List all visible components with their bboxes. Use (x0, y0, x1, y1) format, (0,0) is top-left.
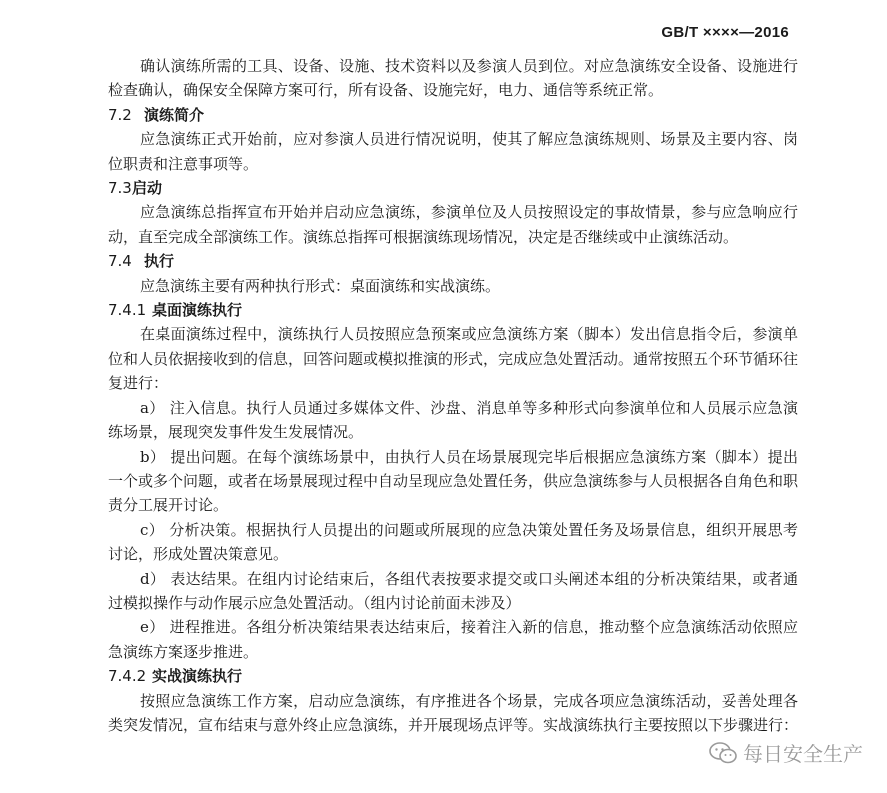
standard-number: GB/T ××××—2016 (661, 24, 789, 41)
section-title: 实战演练执行 (152, 667, 243, 686)
section-number: 7.4.1 (108, 301, 147, 320)
watermark (709, 738, 863, 767)
list-item-e: e） 进程推进。各组分析决策结果表达结束后，接着注入新的信息，推动整个应急演练活动依照应急演练方案逐步推进。 (108, 618, 798, 661)
list-item-a: a） 注入信息。执行人员通过多媒体文件、沙盘、消息单等多种形式向参演单位和人员展示应急演练场景，展现突发事件发生发展情况。 (108, 398, 798, 442)
section-number: 7.4 (108, 252, 132, 271)
list-item-c: c） 分析决策。根据执行人员提出的问题或所展现的应急决策处置任务及场景信息，组织开展思考讨论，形成处置决策意见。 (108, 520, 798, 564)
section-heading-7-3 (108, 176, 798, 200)
list-item-b: b） 提出问题。在每个演练场景中，由执行人员在场景展现完毕后根据应急演练方案（脚本）提出一个或多个问题，或者在场景展现过程中自动呈现应急处置任务，供应急演练参与人员根据各自角色和职责分工展开讨论。 (108, 447, 799, 515)
section-heading-7-4-1 (108, 298, 798, 322)
section-number: 7.4.2 (108, 667, 147, 686)
section-title: 执行 (144, 252, 175, 271)
list-item-d: d） 表达结果。在组内讨论结束后，各组代表按要求提交或口头阐述本组的分析决策结果，或者通过模拟操作与动作展示应急处置活动。（组内讨论前面未涉及） (108, 569, 798, 612)
paragraph: 应急演练总指挥宣布开始并启动应急演练，参演单位及人员按照设定的事故情景，参与应急响应行动，直至完成全部演练工作。演练总指挥可根据演练现场情况，决定是否继续或中止演练活动。 (108, 203, 798, 246)
paragraph: 按照应急演练工作方案，启动应急演练，有序推进各个场景，完成各项应急演练活动，妥善处理各类突发情况，宣布结束与意外终止应急演练，并开展现场点评等。实战演练执行主要按照以下步骤进行： (108, 691, 799, 734)
document-body (108, 54, 798, 737)
section-number: 7.2 (108, 105, 132, 124)
paragraph: 确认演练所需的工具、设备、设施、技术资料以及参演人员到位。对应急演练安全设备、设施进行检查确认，确保安全保障方案可行，所有设备、设施完好，电力、通信等系统正常。 (108, 57, 798, 100)
section-title: 桌面演练执行 (152, 301, 243, 320)
section-heading-7-4 (108, 249, 798, 273)
section-heading-7-4-2 (108, 664, 798, 688)
section-number: 7.3 (108, 179, 132, 198)
paragraph: 应急演练主要有两种执行形式：桌面演练和实战演练。 (140, 276, 501, 295)
section-title: 演练简介 (144, 105, 205, 124)
paragraph: 在桌面演练过程中，演练执行人员按照应急预案或应急演练方案（脚本）发出信息指令后，参演单位和人员依据接收到的信息，回答问题或模拟推演的形式，完成应急处置活动。通常按照五个环节循环往复进行： (108, 325, 799, 393)
section-heading-7-2 (108, 103, 798, 127)
section-title: 启动 (132, 179, 163, 198)
watermark-text: 每日安全生产 (743, 742, 863, 766)
paragraph: 应急演练正式开始前，应对参演人员进行情况说明，使其了解应急演练规则、场景及主要内容、岗位职责和注意事项等。 (108, 130, 798, 173)
wechat-icon (709, 742, 737, 764)
